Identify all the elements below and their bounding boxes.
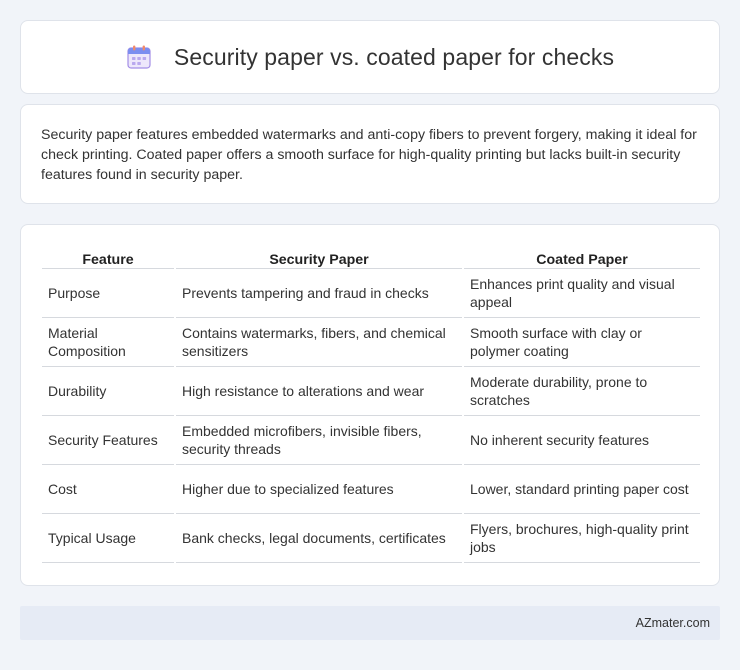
table-row bbox=[42, 318, 700, 367]
coated-paper-cell: Lower, standard printing paper cost bbox=[464, 465, 700, 514]
feature-cell: Material Composition bbox=[42, 318, 174, 367]
coated-paper-cell: Flyers, brochures, high-quality print jobs bbox=[464, 514, 700, 563]
coated-paper-cell: Smooth surface with clay or polymer coating bbox=[464, 318, 700, 367]
table-header-row bbox=[42, 247, 700, 269]
page-title: Security paper vs. coated paper for checks bbox=[173, 43, 615, 70]
security-paper-cell: Contains watermarks, fibers, and chemical sensitizers bbox=[176, 318, 462, 367]
coated-paper-cell: No inherent security features bbox=[464, 416, 700, 465]
title-card bbox=[20, 20, 720, 94]
feature-cell: Security Features bbox=[42, 416, 174, 465]
coated-paper-cell: Moderate durability, prone to scratches bbox=[464, 367, 700, 416]
feature-cell: Durability bbox=[42, 367, 174, 416]
table-row bbox=[42, 269, 700, 318]
feature-cell: Typical Usage bbox=[42, 514, 174, 563]
coated-paper-cell: Enhances print quality and visual appeal bbox=[464, 269, 700, 318]
security-paper-cell: Higher due to specialized features bbox=[176, 465, 462, 514]
summary-card bbox=[20, 104, 720, 204]
comparison-table bbox=[40, 247, 702, 563]
table-row bbox=[42, 367, 700, 416]
column-header-security-paper: Security Paper bbox=[176, 247, 462, 269]
security-paper-cell: Prevents tampering and fraud in checks bbox=[176, 269, 462, 318]
column-header-feature: Feature bbox=[42, 247, 174, 269]
calendar-icon bbox=[126, 44, 152, 70]
security-paper-cell: High resistance to alterations and wear bbox=[176, 367, 462, 416]
security-paper-cell: Embedded microfibers, invisible fibers, security threads bbox=[176, 416, 462, 465]
table-row bbox=[42, 416, 700, 465]
footer-brand[interactable]: AZmater.com bbox=[635, 616, 710, 630]
summary-text: Security paper features embedded watermarks and anti-copy fibers to prevent forgery, making it ideal for check printing. Coated paper offers a smooth surface for high-quality printing but lacks built-in security features found in security paper. bbox=[41, 127, 697, 183]
feature-cell: Purpose bbox=[42, 269, 174, 318]
security-paper-cell: Bank checks, legal documents, certificates bbox=[176, 514, 462, 563]
table-row bbox=[42, 465, 700, 514]
comparison-table-card bbox=[20, 224, 720, 586]
feature-cell: Cost bbox=[42, 465, 174, 514]
table-row bbox=[42, 514, 700, 563]
footer bbox=[20, 606, 720, 640]
column-header-coated-paper: Coated Paper bbox=[464, 247, 700, 269]
